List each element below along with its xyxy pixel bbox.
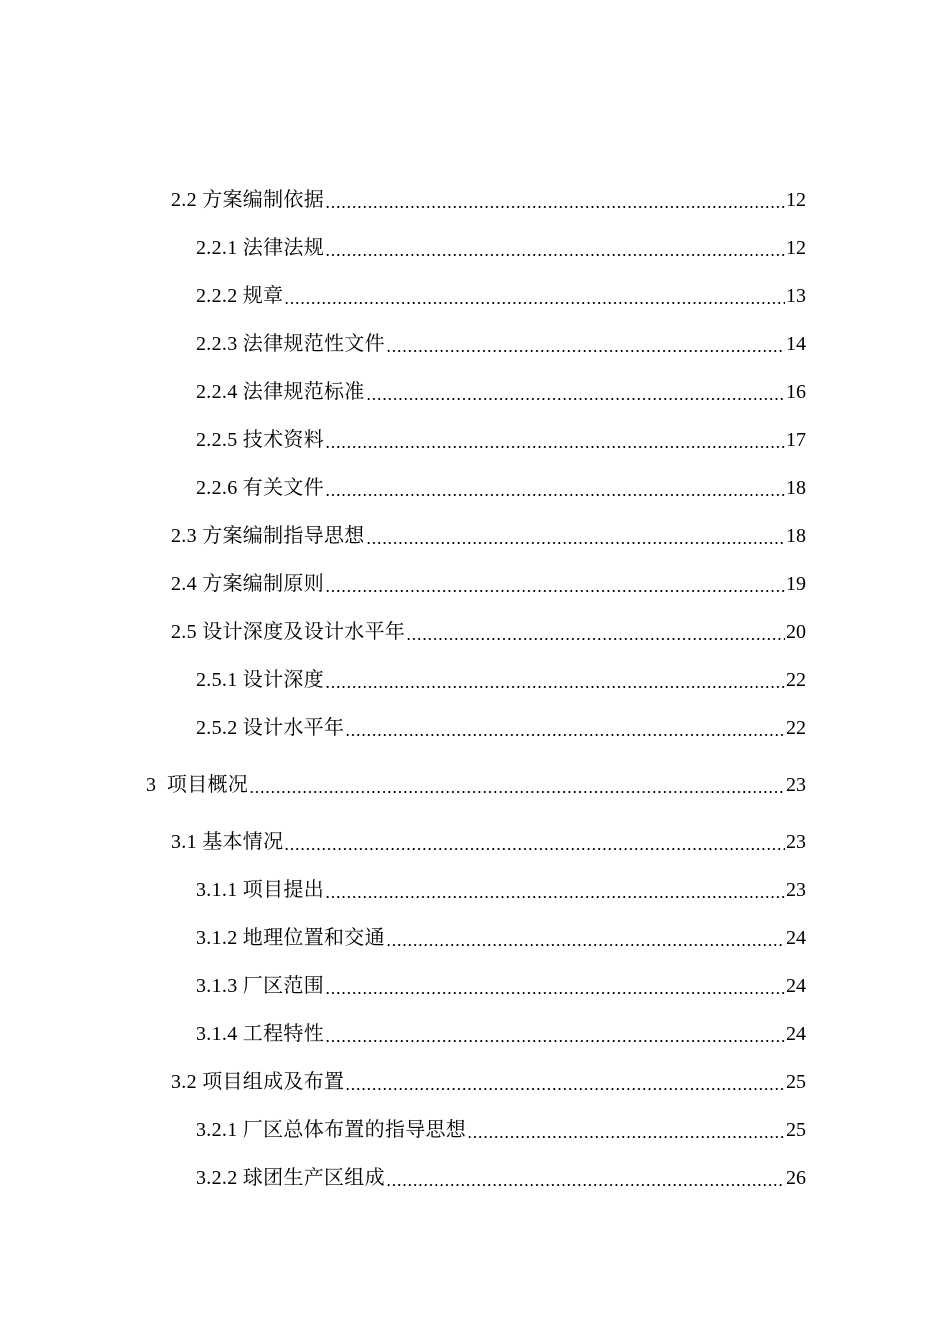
toc-entry-title: 2.5.1 设计深度 [196,669,324,691]
toc-entry[interactable] [196,1114,806,1142]
toc-entry-title: 2.5 设计深度及设计水平年 [171,621,406,643]
toc-entry-title: 2.2.6 有关文件 [196,477,324,499]
toc-entry-title: 3.1.1 项目提出 [196,879,324,901]
toc-dot-leader [366,398,785,400]
toc-entry[interactable] [196,970,806,998]
toc-entry[interactable] [196,280,806,308]
toc-dot-leader [345,734,785,736]
toc-entry[interactable] [196,712,806,740]
toc-entry-page-number: 25 [786,1119,806,1141]
toc-entry-title: 3.2 项目组成及布置 [171,1071,345,1093]
toc-entry-page-number: 26 [786,1167,806,1189]
toc-entry[interactable] [171,568,806,596]
toc-entry-title: 3 项目概况 [146,774,249,796]
toc-entry-title: 2.3 方案编制指导思想 [171,525,365,547]
toc-dot-leader [325,494,785,496]
toc-dot-leader [386,350,785,352]
toc-entry[interactable] [196,922,806,950]
toc-entry-page-number: 13 [786,285,806,307]
toc-entry[interactable] [171,1066,806,1094]
toc-entry[interactable] [171,616,806,644]
toc-entry[interactable] [196,874,806,902]
toc-entry-title: 2.2.5 技术资料 [196,429,324,451]
toc-entry-title: 3.1.2 地理位置和交通 [196,927,385,949]
toc-entry-title: 2.2.4 法律规范标准 [196,381,365,403]
toc-entry-page-number: 17 [786,429,806,451]
toc-entry-title: 2.2 方案编制依据 [171,189,324,211]
toc-dot-leader [467,1136,785,1138]
toc-dot-leader [325,1040,785,1042]
toc-entry-page-number: 14 [786,333,806,355]
toc-entry-title: 3.2.2 球团生产区组成 [196,1167,385,1189]
toc-entry-page-number: 18 [786,477,806,499]
toc-entry[interactable] [196,376,806,404]
toc-dot-leader [386,1184,785,1186]
toc-entry-title: 2.2.1 法律法规 [196,237,324,259]
toc-entry[interactable] [146,769,806,797]
toc-entry[interactable] [196,472,806,500]
toc-dot-leader [325,896,785,898]
toc-entry[interactable] [171,826,806,854]
toc-entry-page-number: 20 [786,621,806,643]
toc-dot-leader [325,992,785,994]
toc-dot-leader [325,590,785,592]
toc-dot-leader [325,206,785,208]
toc-entry-title: 2.5.2 设计水平年 [196,717,345,739]
toc-entry[interactable] [196,1018,806,1046]
toc-entry-page-number: 23 [786,774,806,796]
toc-dot-leader [325,686,785,688]
toc-entry-page-number: 23 [786,831,806,853]
toc-entry-page-number: 24 [786,927,806,949]
toc-entry[interactable] [196,424,806,452]
toc-dot-leader [249,791,785,793]
toc-entry-page-number: 18 [786,525,806,547]
toc-entry-page-number: 12 [786,189,806,211]
toc-entry[interactable] [171,520,806,548]
toc-dot-leader [386,944,785,946]
toc-entry-page-number: 16 [786,381,806,403]
toc-dot-leader [345,1088,785,1090]
toc-entry[interactable] [171,184,806,212]
toc-dot-leader [325,254,785,256]
toc-entry-title: 3.1.4 工程特性 [196,1023,324,1045]
toc-dot-leader [284,302,785,304]
toc-dot-leader [406,638,785,640]
toc-entry-page-number: 25 [786,1071,806,1093]
toc-entry-title: 2.2.3 法律规范性文件 [196,333,385,355]
toc-entry-title: 2.4 方案编制原则 [171,573,324,595]
toc-entry[interactable] [196,1162,806,1190]
toc-entry[interactable] [196,328,806,356]
toc-entry-page-number: 12 [786,237,806,259]
toc-dot-leader [284,848,785,850]
toc-entry[interactable] [196,232,806,260]
toc-entry-page-number: 22 [786,717,806,739]
toc-entry-title: 2.2.2 规章 [196,285,284,307]
toc-entry[interactable] [196,664,806,692]
toc-dot-leader [366,542,785,544]
toc-entry-page-number: 24 [786,975,806,997]
toc-entry-page-number: 24 [786,1023,806,1045]
toc-entry-page-number: 19 [786,573,806,595]
toc-entry-page-number: 23 [786,879,806,901]
toc-entry-title: 3.1 基本情况 [171,831,284,853]
toc-dot-leader [325,446,785,448]
toc-entry-title: 3.2.1 厂区总体布置的指导思想 [196,1119,467,1141]
toc-entry-title: 3.1.3 厂区范围 [196,975,324,997]
toc-entry-page-number: 22 [786,669,806,691]
